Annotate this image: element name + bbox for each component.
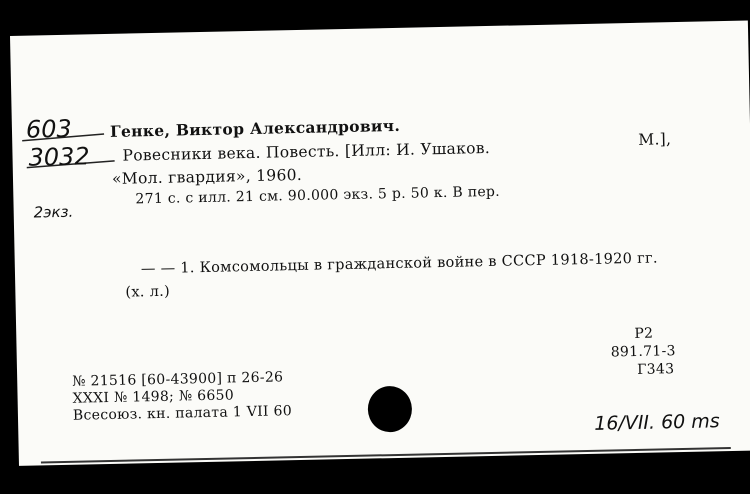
copies-note: 2экз.: [33, 202, 74, 222]
call-number-bottom: 3032: [28, 142, 90, 172]
registration-line-1: № 21516 [60-43900] п 26-26: [72, 369, 284, 390]
author-heading: Генке, Виктор Александрович.: [109, 115, 401, 141]
catalog-card: [10, 21, 750, 466]
call-number-top: 603: [25, 114, 73, 144]
subject-note: (х. л.): [125, 283, 171, 301]
date-handwritten-note: 16/VII. 60 ms: [594, 410, 720, 435]
title-line: Ровесники века. Повесть. [Илл: И. Ушаков.: [122, 138, 491, 165]
city: М.],: [638, 130, 672, 149]
subject-line: — — 1. Комсомольцы в гражданской войне в СССР 1918-1920 гг.: [140, 250, 659, 278]
class-code-1: Р2: [634, 325, 654, 342]
publisher-line: «Мол. гвардия», 1960.: [111, 165, 303, 188]
physical-description: 271 с. с илл. 21 см. 90.000 экз. 5 р. 50 к. В пер.: [135, 183, 501, 208]
registration-line-2: XXXI № 1498; № 6650: [72, 387, 235, 407]
class-code-2: 891.71-3: [610, 343, 676, 361]
class-code-3: Г343: [636, 361, 675, 378]
registration-line-3: Всесоюз. кн. палата 1 VII 60: [72, 403, 293, 424]
